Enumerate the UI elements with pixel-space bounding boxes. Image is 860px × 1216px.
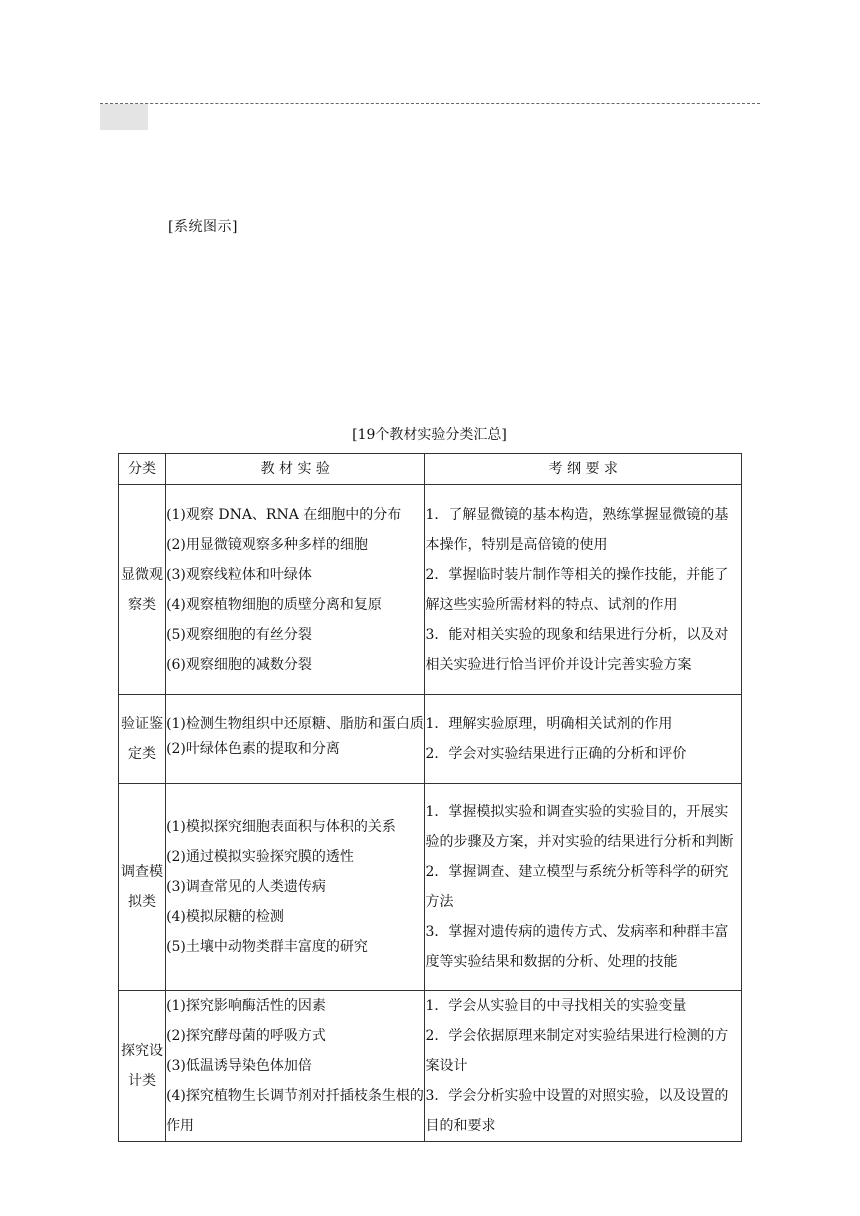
- category-cell: [119, 485, 166, 695]
- category-label: 显微观察类: [121, 566, 164, 613]
- section-heading: [系统图示]: [168, 219, 238, 235]
- experiment-item: (4)观察植物细胞的质壁分离和复原: [166, 596, 382, 613]
- experiment-item: (2)探究酵母菌的呼吸方式: [166, 1028, 326, 1044]
- table-row: [119, 695, 742, 784]
- experiment-item: (1)模拟探究细胞表面积与体积的关系: [166, 819, 396, 835]
- experiment-item: (3)观察线粒体和叶绿体: [166, 566, 312, 583]
- experiment-item: (2)叶绿体色素的提取和分离: [166, 741, 340, 757]
- experiment-item: (1)探究影响酶活性的因素: [166, 998, 326, 1014]
- experiments-cell: [166, 695, 425, 784]
- experiment-item: (4)探究植物生长调节剂对扦插枝条生根的作用: [166, 1088, 424, 1134]
- category-cell: [119, 784, 166, 991]
- header-tab-block: [100, 104, 148, 130]
- category-cell: [119, 991, 166, 1142]
- experiments-cell: [166, 991, 425, 1142]
- table-header-row: [119, 454, 742, 485]
- requirement-item: 1．了解显微镜的基本构造，熟练掌握显微镜的基本操作，特别是高倍镜的使用: [425, 506, 729, 553]
- requirement-item: 3．能对相关实验的现象和结果进行分析，以及对相关实验进行恰当评价并设计完善实验方案: [425, 626, 729, 673]
- experiment-item: (5)土壤中动物类群丰富度的研究: [166, 939, 368, 955]
- experiment-item: (1)观察 DNA、RNA 在细胞中的分布: [166, 506, 402, 523]
- column-header-experiments: 教 材 实 验: [166, 454, 425, 485]
- header-dashed-rule: [100, 103, 760, 104]
- requirement-item: 2．学会对实验结果进行正确的分析和评价: [425, 746, 687, 762]
- experiments-cell: [166, 485, 425, 695]
- table-title: [19个教材实验分类汇总]: [352, 427, 507, 443]
- table-row: [119, 784, 742, 991]
- requirements-cell: [425, 991, 742, 1142]
- column-header-requirements: 考 纲 要 求: [425, 454, 742, 485]
- requirement-item: 1．理解实验原理，明确相关试剂的作用: [425, 716, 673, 732]
- requirements-cell: [425, 695, 742, 784]
- table-row: [119, 485, 742, 695]
- experiment-item: (2)通过模拟实验探究膜的透性: [166, 849, 354, 865]
- category-label: 探究设计类: [121, 1043, 164, 1089]
- requirements-cell: [425, 784, 742, 991]
- experiment-item: (3)调查常见的人类遗传病: [166, 879, 326, 895]
- table-row: [119, 991, 742, 1142]
- requirement-item: 3．学会分析实验中设置的对照实验，以及设置的目的和要求: [425, 1088, 729, 1134]
- category-label: 验证鉴定类: [121, 716, 164, 762]
- requirement-item: 2．学会依据原理来制定对实验结果进行检测的方案设计: [425, 1028, 729, 1074]
- category-cell: [119, 695, 166, 784]
- experiment-item: (2)用显微镜观察多种多样的细胞: [166, 536, 368, 553]
- experiment-item: (4)模拟尿糖的检测: [166, 909, 284, 925]
- column-header-category: 分类: [119, 454, 166, 485]
- requirement-item: 2．掌握临时装片制作等相关的操作技能，并能了解这些实验所需材料的特点、试剂的作用: [425, 566, 729, 613]
- requirement-item: 1．掌握模拟实验和调查实验的实验目的，开展实验的步骤及方案，并对实验的结果进行分析和判断: [425, 804, 734, 850]
- experiment-item: (1)检测生物组织中还原糖、脂肪和蛋白质: [166, 716, 424, 732]
- requirements-cell: [425, 485, 742, 695]
- experiment-item: (3)低温诱导染色体加倍: [166, 1058, 312, 1074]
- experiment-item: (5)观察细胞的有丝分裂: [166, 626, 312, 643]
- category-label: 调查模拟类: [121, 864, 164, 910]
- experiment-summary-table: [118, 453, 742, 1142]
- experiment-item: (6)观察细胞的减数分裂: [166, 656, 312, 673]
- requirement-item: 1．学会从实验目的中寻找相关的实验变量: [425, 998, 687, 1014]
- requirement-item: 2．掌握调查、建立模型与系统分析等科学的研究方法: [425, 864, 729, 910]
- requirement-item: 3．掌握对遗传病的遗传方式、发病率和种群丰富度等实验结果和数据的分析、处理的技能: [425, 924, 729, 970]
- experiments-cell: [166, 784, 425, 991]
